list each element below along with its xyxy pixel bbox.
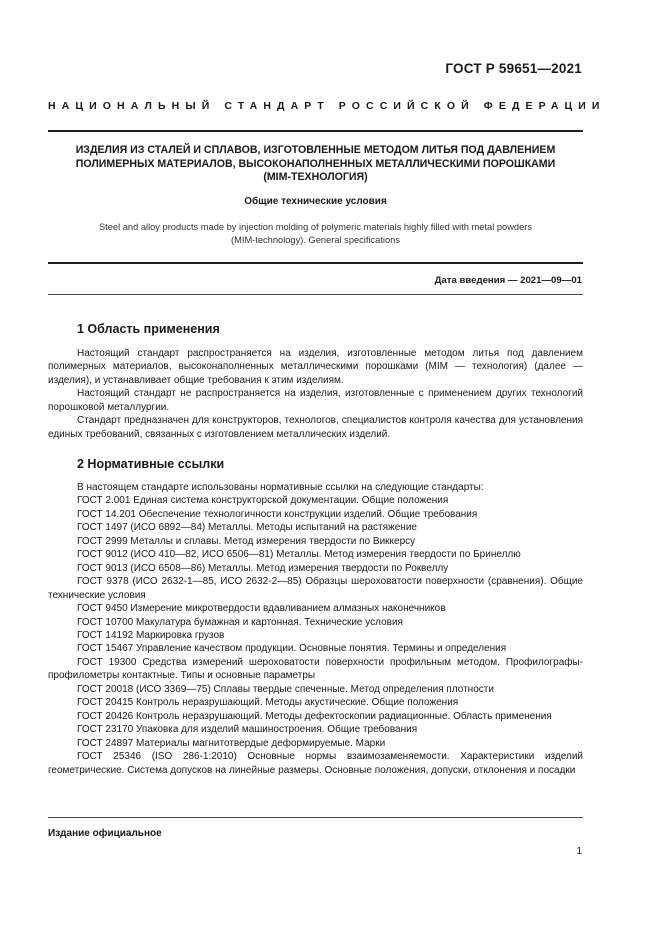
title-line-2: ПОЛИМЕРНЫХ МАТЕРИАЛОВ, ВЫСОКОНАПОЛНЕННЫХ МЕТАЛЛИЧЕСКИМИ ПОРОШКАМИ [75, 157, 556, 170]
footer-rule [48, 817, 583, 818]
reference-item: ГОСТ 9378 (ИСО 2632-1—85, ИСО 2632-2—85) Образцы шероховатости поверхности (сравнения). Общие технические условия [48, 576, 583, 601]
section-1-paragraph: Настоящий стандарт не распространяется на изделия, изготовленные с применением других технологий порошковой металлургии. [48, 388, 583, 413]
reference-item: ГОСТ 14192 Маркировка грузов [77, 629, 225, 641]
section-1-heading: 1 Область применения [77, 322, 220, 336]
section-1-paragraph: Настоящий стандарт распространяется на изделия, изготовленные методом литья под давлением полимерных материалов, высоконаполненных металлическими порошками (MIM — технология) (далее — изделия), и устанавливает общие требования к этим изделиям. [48, 348, 583, 386]
reference-item: ГОСТ 23170 Упаковка для изделий машиностроения. Общие требования [77, 724, 418, 736]
reference-item: ГОСТ 9012 (ИСО 410—82, ИСО 6506—81) Металлы. Метод измерения твердости по Бринеллю [77, 549, 521, 561]
reference-item: ГОСТ 24897 Материалы магнитотвердые деформируемые. Марки [77, 737, 386, 749]
document-subtitle: Общие технические условия [244, 196, 387, 207]
top-rule [48, 130, 583, 132]
reference-item: ГОСТ 14.201 Обеспечение технологичности конструкции изделий. Общие требования [77, 508, 478, 520]
reference-item: ГОСТ 9450 Измерение микротвердости вдавливанием алмазных наконечников [77, 603, 446, 615]
reference-item: ГОСТ 10700 Макулатура бумажная и картонная. Технические условия [77, 616, 403, 628]
reference-item: ГОСТ 2.001 Единая система конструкторской документации. Общие положения [77, 495, 449, 507]
section-2-intro: В настоящем стандарте использованы нормативные ссылки на следующие стандарты: [77, 482, 484, 493]
page-number: 1 [576, 846, 582, 857]
reference-item: ГОСТ 15467 Управление качеством продукции. Основные понятия. Термины и определения [77, 643, 507, 655]
national-standard-heading: НАЦИОНАЛЬНЫЙ СТАНДАРТ РОССИЙСКОЙ ФЕДЕРАЦИИ [48, 100, 606, 112]
reference-item: ГОСТ 20018 (ИСО 3369—75) Сплавы твердые спеченные. Метод определения плотности [77, 683, 494, 695]
english-title-line-1: Steel and alloy products made by injection molding of polymeric materials highly filled with metal powders [98, 222, 533, 232]
reference-item: ГОСТ 2999 Металлы и сплавы. Метод измерения твердости по Виккерсу [77, 535, 416, 547]
reference-item: ГОСТ 19300 Средства измерений шероховатости поверхности профильным методом. Профилографы-профилометры контактные. Типы и основные параметры [48, 656, 583, 682]
introduction-date: Дата введения — 2021—09—01 [434, 275, 582, 286]
section-2-heading: 2 Нормативные ссылки [77, 457, 225, 471]
reference-item: ГОСТ 20426 Контроль неразрушающий. Методы дефектоскопии радиационные. Область применения [77, 710, 552, 722]
reference-item: ГОСТ 1497 (ИСО 6892—84) Металлы. Методы испытаний на растяжение [77, 522, 417, 534]
date-rule [48, 294, 583, 295]
reference-item: ГОСТ 9013 (ИСО 6508—86) Металлы. Метод измерения твердости по Роквеллу [77, 562, 449, 574]
section-1-body [48, 347, 583, 441]
english-title [48, 221, 583, 247]
title-line-3: (MIM-ТЕХНОЛОГИЯ) [263, 171, 368, 184]
title-bottom-rule [48, 262, 583, 264]
section-2-body [48, 481, 583, 777]
section-1-paragraph: Стандарт предназначен для конструкторов, технологов, специалистов контроля качества для установления единых требований, связанных с изготовлением металлических изделий. [48, 415, 583, 440]
english-title-line-2: (MIM-technology). General specifications [231, 235, 400, 245]
document-title [48, 144, 583, 185]
document-code: ГОСТ Р 59651—2021 [445, 61, 582, 76]
reference-item: ГОСТ 20415 Контроль неразрушающий. Методы акустические. Общие положения [77, 697, 459, 709]
title-line-1: ИЗДЕЛИЯ ИЗ СТАЛЕЙ И СПЛАВОВ, ИЗГОТОВЛЕННЫЕ МЕТОДОМ ЛИТЬЯ ПОД ДАВЛЕНИЕМ [75, 144, 556, 156]
reference-item: ГОСТ 25346 (ISO 286-1:2010) Основные нормы взаимозаменяемости. Характеристики изделий геометрические. Система допусков на линейные размеры. Основные положения, допуски, отклонения и посадки [48, 751, 583, 776]
official-edition-label: Издание официальное [48, 828, 162, 839]
